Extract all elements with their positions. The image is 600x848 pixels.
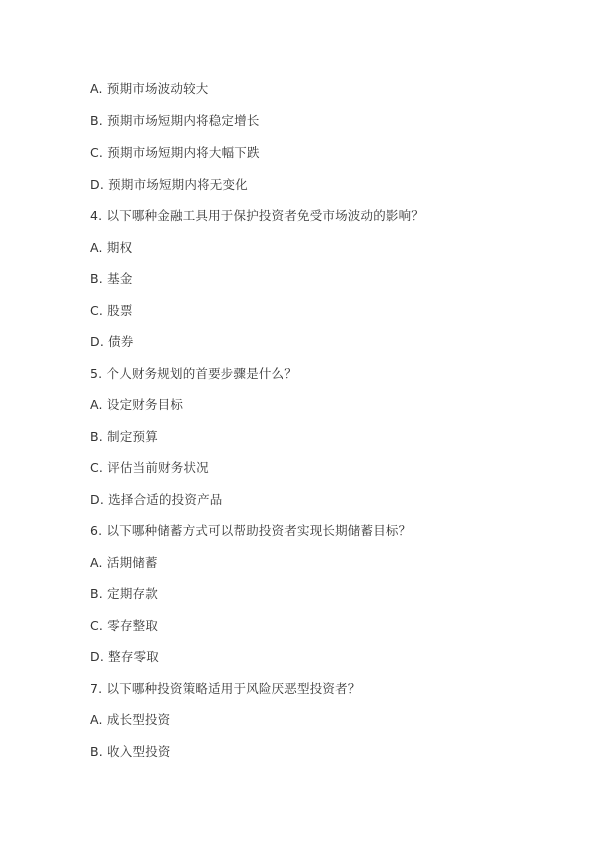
option-d-q5: D. 选择合适的投资产品 [90,492,223,507]
option-d-q3: D. 预期市场短期内将无变化 [90,177,248,192]
question-4: 4. 以下哪种金融工具用于保护投资者免受市场波动的影响？ [90,208,425,223]
question-6: 6. 以下哪种储蓄方式可以帮助投资者实现长期储蓄目标？ [90,523,412,538]
question-7: 7. 以下哪种投资策略适用于风险厌恶型投资者？ [90,681,361,696]
option-a-q7: A. 成长型投资 [90,712,171,727]
option-b-q4: B. 基金 [90,271,133,286]
option-a-q4: A. 期权 [90,240,133,255]
option-c-q6: C. 零存整取 [90,618,159,633]
option-a-q3: A. 预期市场波动较大 [90,81,209,96]
option-c-q3: C. 预期市场短期内将大幅下跌 [90,145,260,160]
option-a-q5: A. 设定财务目标 [90,397,184,412]
option-b-q3: B. 预期市场短期内将稳定增长 [90,113,260,128]
option-c-q4: C. 股票 [90,303,133,318]
option-a-q6: A. 活期储蓄 [90,555,158,570]
option-b-q7: B. 收入型投资 [90,744,171,759]
option-c-q5: C. 评估当前财务状况 [90,460,209,475]
option-b-q6: B. 定期存款 [90,586,158,601]
question-5: 5. 个人财务规划的首要步骤是什么？ [90,366,298,381]
option-d-q4: D. 债券 [90,334,134,349]
option-b-q5: B. 制定预算 [90,429,158,444]
option-d-q6: D. 整存零取 [90,649,159,664]
